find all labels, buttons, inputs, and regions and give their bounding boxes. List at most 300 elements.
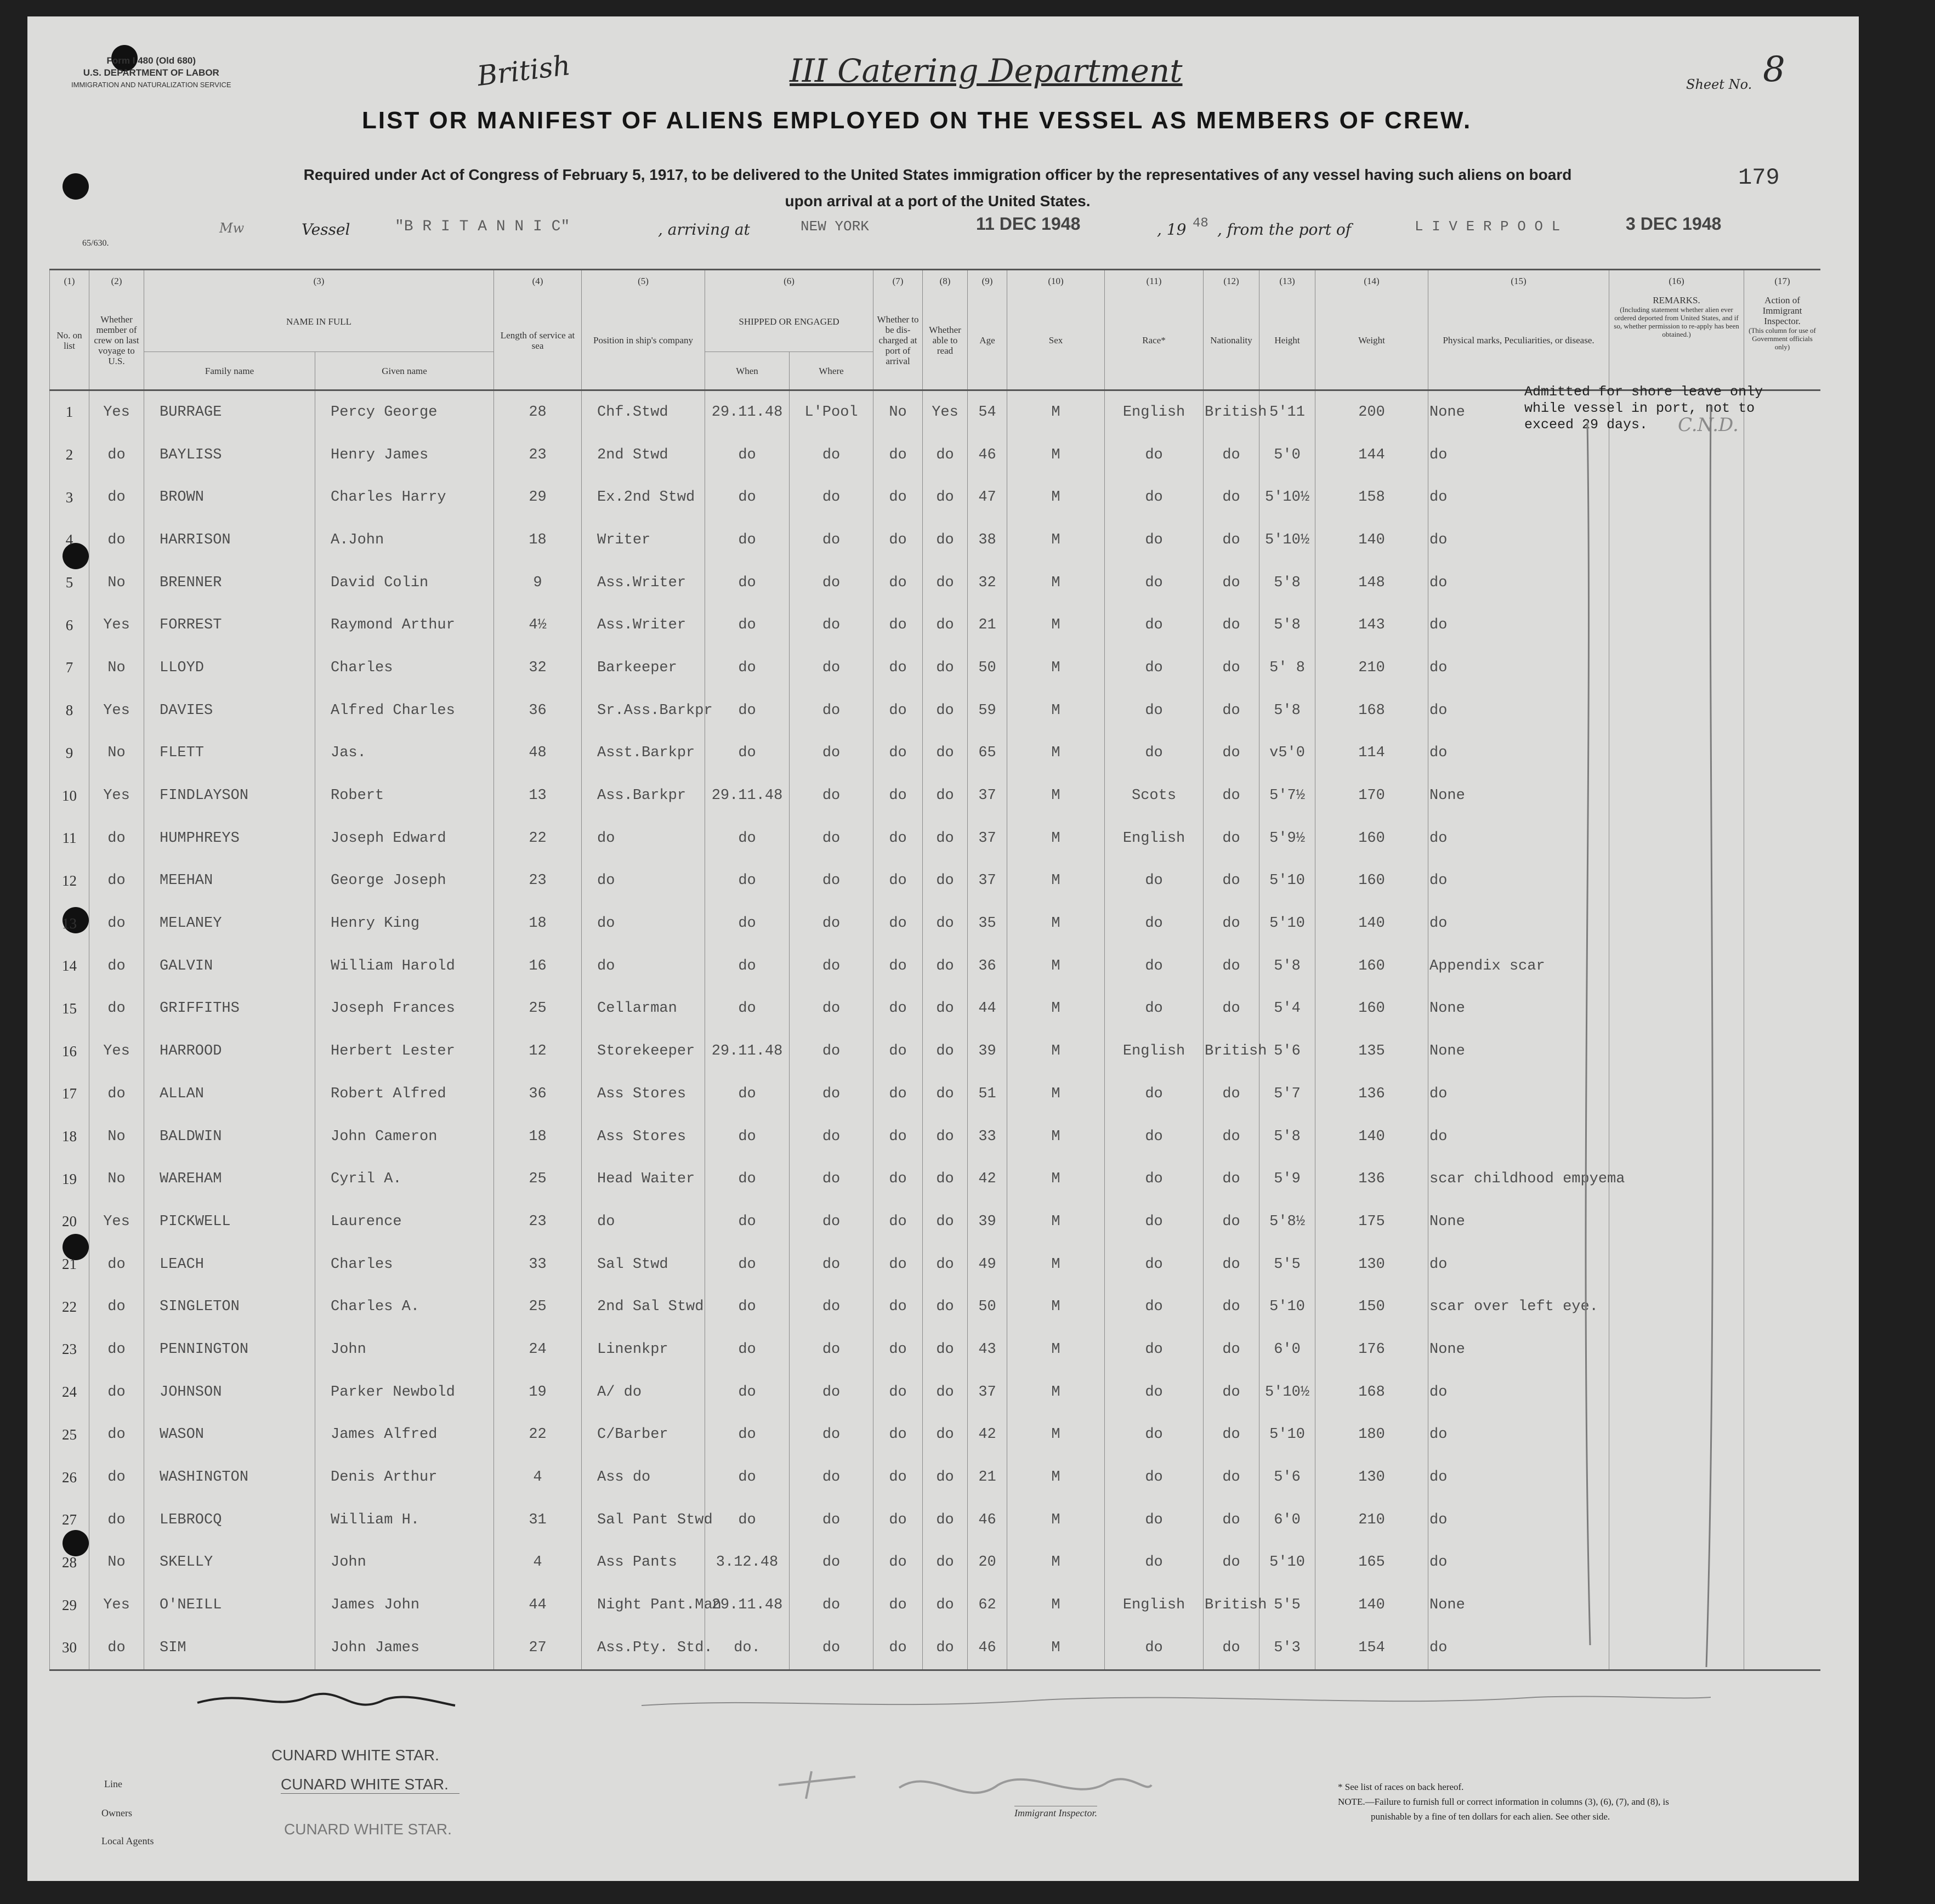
line-label: Line [104,1778,122,1789]
col-num-3: (3) [144,270,494,292]
cell-race: English [1105,390,1204,434]
cell-age: 21 [968,604,1007,647]
cell-age: 54 [968,390,1007,434]
cell-len: 18 [494,519,582,562]
cell-len: 4½ [494,604,582,647]
cell-race: English [1105,1584,1204,1627]
cell-where: do [790,817,873,860]
cell-pos: Sal Stwd [582,1243,705,1286]
cell-family: MELANEY [144,902,315,945]
cell-n: 25 [50,1414,89,1457]
cell-prev: Yes [89,390,144,434]
cell-given: James John [315,1584,494,1627]
cell-ht: 5'8 [1259,1115,1315,1158]
cell-family: FORREST [144,604,315,647]
manifest-title: LIST OR MANIFEST OF ALIENS EMPLOYED ON THE VESSEL AS MEMBERS OF CREW. [362,107,1472,134]
cell-dis: do [873,476,923,519]
cell-family: ALLAN [144,1073,315,1115]
cell-read: do [923,1542,968,1584]
cell-pos: 2nd Stwd [582,434,705,477]
cell-phys: do [1428,1414,1609,1457]
cell-wt: 170 [1315,774,1428,817]
cell-prev: do [89,817,144,860]
cell-ht: v5'0 [1259,732,1315,775]
cell-wt: 130 [1315,1243,1428,1286]
cell-n: 6 [50,604,89,647]
cell-age: 37 [968,1371,1007,1414]
cell-age: 33 [968,1115,1007,1158]
col-num-8: (8) [923,270,968,292]
cell-nat: do [1204,817,1259,860]
cell-wt: 160 [1315,988,1428,1030]
cell-ht: 5'8½ [1259,1200,1315,1243]
cell-wt: 175 [1315,1200,1428,1243]
header-age: Age [968,292,1007,390]
cell-race: do [1105,860,1204,903]
cell-sex: M [1007,1328,1105,1371]
cell-len: 29 [494,476,582,519]
cell-pos: Ass do [582,1456,705,1499]
sheet-label: Sheet No. [1686,77,1752,92]
form-service: IMMIGRATION AND NATURALIZATION SERVICE [71,81,231,89]
cell-prev: Yes [89,1584,144,1627]
cell-wt: 200 [1315,390,1428,434]
cell-where: do [790,902,873,945]
cell-sex: M [1007,1030,1105,1073]
cell-when: 29.11.48 [705,390,790,434]
cell-age: 42 [968,1414,1007,1457]
cell-dis: do [873,860,923,903]
footnote-penalty-2: punishable by a fine of ten dollars for each alien. See other side. [1371,1811,1610,1822]
cell-race: do [1105,1285,1204,1328]
cell-family: PENNINGTON [144,1328,315,1371]
cell-sex: M [1007,562,1105,604]
cell-dis: do [873,1200,923,1243]
page-number: 179 [1738,165,1780,191]
inspector-label: Immigrant Inspector. [1014,1806,1097,1819]
cell-dis: do [873,1115,923,1158]
col-num-2: (2) [89,270,144,292]
cell-pos: Storekeeper [582,1030,705,1073]
header-whether-member: Whether member of crew on last voyage to U.S. [89,292,144,390]
cell-age: 46 [968,434,1007,477]
cell-dis: do [873,988,923,1030]
year-value: 48 [1193,216,1208,231]
cell-given: Cyril A. [315,1158,494,1200]
cell-nat: do [1204,860,1259,903]
cell-age: 59 [968,689,1007,732]
cell-wt: 160 [1315,860,1428,903]
cell-n: 13 [50,902,89,945]
cell-when: do [705,817,790,860]
cell-when: do [705,1115,790,1158]
cell-phys: None [1428,1200,1609,1243]
header-shipped: SHIPPED OR ENGAGED [705,292,873,352]
cell-len: 18 [494,902,582,945]
cell-race: do [1105,945,1204,988]
cell-wt: 143 [1315,604,1428,647]
cell-family: FLETT [144,732,315,775]
cell-family: DAVIES [144,689,315,732]
cell-pos: Chf.Stwd [582,390,705,434]
cell-pos: Ex.2nd Stwd [582,476,705,519]
cell-family: PICKWELL [144,1200,315,1243]
cell-where: do [790,1243,873,1286]
footnote [1338,1780,1831,1824]
cell-wt: 114 [1315,732,1428,775]
departure-port: L I V E R P O O L [1415,218,1561,235]
cell-where: do [790,689,873,732]
cell-phys: do [1428,1115,1609,1158]
cell-age: 39 [968,1200,1007,1243]
cell-pos: Linenkpr [582,1328,705,1371]
cell-phys: None [1428,390,1609,434]
cell-ht: 5'10½ [1259,519,1315,562]
cell-prev: do [89,1243,144,1286]
cell-age: 32 [968,562,1007,604]
header-when: When [705,352,790,390]
cell-prev: do [89,1414,144,1457]
cell-len: 13 [494,774,582,817]
header-height: Height [1259,292,1315,390]
cell-phys: None [1428,774,1609,817]
cell-pos: Ass Stores [582,1115,705,1158]
cell-given: Charles [315,1243,494,1286]
cell-prev: Yes [89,1030,144,1073]
cell-when: do [705,689,790,732]
british-annotation: British [475,49,572,93]
cell-when: do [705,519,790,562]
cell-ht: 5' 8 [1259,647,1315,689]
cell-dis: do [873,1627,923,1670]
cell-wt: 158 [1315,476,1428,519]
cell-dis: do [873,1073,923,1115]
cell-where: do [790,1030,873,1073]
cell-phys: None [1428,1328,1609,1371]
cell-dis: do [873,1243,923,1286]
cell-phys: do [1428,1371,1609,1414]
cell-prev: do [89,1456,144,1499]
cell-read: do [923,1285,968,1328]
cell-ht: 5'10 [1259,1285,1315,1328]
cell-dis: do [873,562,923,604]
cell-given: John [315,1328,494,1371]
cell-len: 36 [494,1073,582,1115]
cell-dis: do [873,434,923,477]
cell-ht: 5'10 [1259,1542,1315,1584]
cell-given: John [315,1542,494,1584]
cell-sex: M [1007,1115,1105,1158]
cell-age: 50 [968,647,1007,689]
cell-sex: M [1007,476,1105,519]
header-nationality: Nationality [1204,292,1259,390]
cell-read: do [923,860,968,903]
col-num-1: (1) [50,270,89,292]
cell-when: do [705,1499,790,1542]
cell-when: do [705,562,790,604]
cell-family: BURRAGE [144,390,315,434]
vessel-label: Vessel [302,220,350,239]
cell-age: 37 [968,774,1007,817]
header-discharged: Whether to be dis-charged at port of arrival [873,292,923,390]
cell-phys: do [1428,689,1609,732]
cell-nat: do [1204,604,1259,647]
cell-when: do [705,1200,790,1243]
cell-where: do [790,1158,873,1200]
cell-ht: 5'10 [1259,902,1315,945]
cell-dis: do [873,647,923,689]
col-num-9: (9) [968,270,1007,292]
cell-age: 42 [968,1158,1007,1200]
cell-sex: M [1007,1158,1105,1200]
cell-prev: No [89,732,144,775]
cell-family: JOHNSON [144,1371,315,1414]
cell-len: 22 [494,1414,582,1457]
action-note: (This column for use of Government officials only) [1749,326,1816,351]
cell-given: A.John [315,519,494,562]
action-pencil-line [1706,406,1712,1667]
cell-n: 19 [50,1158,89,1200]
sheet-number: 8 [1763,49,1785,90]
cell-n: 9 [50,732,89,775]
cell-n: 27 [50,1499,89,1542]
subtitle-line-1: Required under Act of Congress of February 5, 1917, to be delivered to the United States immigration officer by the representatives of any vessel having such aliens on board [303,166,1572,183]
cell-wt: 176 [1315,1328,1428,1371]
cell-sex: M [1007,1584,1105,1627]
cell-len: 24 [494,1328,582,1371]
cell-given: John Cameron [315,1115,494,1158]
cell-phys: do [1428,860,1609,903]
cell-read: do [923,732,968,775]
cell-phys: Appendix scar [1428,945,1609,988]
cell-n: 20 [50,1200,89,1243]
cell-family: WAREHAM [144,1158,315,1200]
cell-sex: M [1007,1456,1105,1499]
cell-sex: M [1007,689,1105,732]
cell-ht: 6'0 [1259,1328,1315,1371]
cell-wt: 168 [1315,1371,1428,1414]
cell-phys: do [1428,434,1609,477]
cell-sex: M [1007,519,1105,562]
header-name-in-full: NAME IN FULL [144,292,494,352]
cell-len: 19 [494,1371,582,1414]
cell-len: 9 [494,562,582,604]
cell-n: 10 [50,774,89,817]
header-no-on-list: No. on list [50,292,89,390]
cell-pos: C/Barber [582,1414,705,1457]
cell-read: do [923,434,968,477]
header-position: Position in ship's company [582,292,705,390]
cell-prev: No [89,1542,144,1584]
col-num-13: (13) [1259,270,1315,292]
cell-when: do [705,434,790,477]
cell-prev: do [89,902,144,945]
cell-race: do [1105,1499,1204,1542]
cell-n: 26 [50,1456,89,1499]
cell-dis: do [873,1158,923,1200]
cell-wt: 160 [1315,945,1428,988]
remark-line-2: while vessel in port, not to [1524,400,1755,416]
cell-age: 36 [968,945,1007,988]
cell-n: 12 [50,860,89,903]
year-prefix: , 19 [1157,220,1187,239]
cell-pos: Night Pant.Man [582,1584,705,1627]
cell-pos: do [582,817,705,860]
cell-where: do [790,1115,873,1158]
cell-age: 51 [968,1073,1007,1115]
cell-dis: do [873,1414,923,1457]
form-code: 65/630. [82,239,109,248]
company-stamp: CUNARD WHITE STAR. [271,1747,439,1764]
cell-when: do [705,860,790,903]
cell-read: do [923,689,968,732]
cell-len: 36 [494,689,582,732]
cell-race: do [1105,902,1204,945]
cell-age: 47 [968,476,1007,519]
cell-where: do [790,434,873,477]
cell-prev: do [89,1371,144,1414]
cell-dis: do [873,1584,923,1627]
cell-wt: 144 [1315,434,1428,477]
cell-nat: British [1204,1584,1259,1627]
cell-nat: do [1204,519,1259,562]
header-able-to-read: Whether able to read [923,292,968,390]
cell-wt: 180 [1315,1414,1428,1457]
cell-prev: Yes [89,1200,144,1243]
header-race: Race* [1105,292,1204,390]
cell-family: SKELLY [144,1542,315,1584]
cell-pos: Ass.Barkpr [582,774,705,817]
cell-where: do [790,1542,873,1584]
cell-given: Parker Newbold [315,1371,494,1414]
cell-dis: do [873,604,923,647]
cell-dis: do [873,1328,923,1371]
cell-phys: do [1428,817,1609,860]
cell-when: do [705,1328,790,1371]
cell-when: do [705,902,790,945]
cell-len: 4 [494,1456,582,1499]
cell-where: do [790,732,873,775]
header-weight: Weight [1315,292,1428,390]
cell-when: do [705,604,790,647]
cell-len: 32 [494,647,582,689]
cell-where: do [790,1328,873,1371]
cell-n: 17 [50,1073,89,1115]
cell-family: GALVIN [144,945,315,988]
cell-when: do [705,988,790,1030]
cell-ht: 5'0 [1259,434,1315,477]
cell-when: do [705,945,790,988]
cell-when: 29.11.48 [705,1030,790,1073]
cell-nat: do [1204,1115,1259,1158]
inspector-signature [779,1771,1151,1799]
cell-nat: do [1204,1243,1259,1286]
cell-family: BRENNER [144,562,315,604]
cell-read: do [923,1584,968,1627]
agents-label: Local Agents [101,1835,154,1846]
cell-phys: do [1428,902,1609,945]
cell-len: 27 [494,1627,582,1670]
cell-given: Robert [315,774,494,817]
from-port-label: , from the port of [1217,220,1352,239]
remark-line-3: exceed 29 days. [1524,417,1648,433]
col-num-11: (11) [1105,270,1204,292]
cell-dis: do [873,732,923,775]
cell-given: William H. [315,1499,494,1542]
cell-sex: M [1007,732,1105,775]
remark-initials: C.N.D. [1678,414,1739,436]
cell-len: 22 [494,817,582,860]
header-given-name: Given name [315,352,494,390]
col-num-4: (4) [494,270,582,292]
cell-ht: 5'8 [1259,604,1315,647]
cell-dis: do [873,817,923,860]
cell-pos: do [582,1200,705,1243]
cell-n: 14 [50,945,89,988]
cell-age: 20 [968,1542,1007,1584]
cell-dis: do [873,1499,923,1542]
cell-nat: do [1204,1073,1259,1115]
cell-ht: 5'11 [1259,390,1315,434]
cell-ht: 5'9½ [1259,817,1315,860]
cell-read: do [923,1158,968,1200]
cell-when: do [705,1158,790,1200]
remark-line-1: Admitted for shore leave only [1524,384,1763,400]
cell-race: do [1105,1328,1204,1371]
cell-n: 22 [50,1285,89,1328]
cell-wt: 165 [1315,1542,1428,1584]
cell-len: 23 [494,860,582,903]
cell-nat: do [1204,1328,1259,1371]
cell-len: 16 [494,945,582,988]
cell-where: do [790,945,873,988]
cell-phys: do [1428,476,1609,519]
cell-given: John James [315,1627,494,1670]
cell-family: SINGLETON [144,1285,315,1328]
remarks-note: (Including statement whether alien ever ordered deported from United States, and if so, whether permission to re-apply has been obtained.) [1614,305,1739,338]
cell-read: do [923,604,968,647]
cell-family: WASON [144,1414,315,1457]
cell-race: do [1105,647,1204,689]
cell-pos: Ass Stores [582,1073,705,1115]
cell-ht: 5'5 [1259,1243,1315,1286]
cell-ht: 5'10 [1259,860,1315,903]
departure-date-stamp: 3 DEC 1948 [1626,214,1722,234]
cell-wt: 135 [1315,1030,1428,1073]
cell-n: 23 [50,1328,89,1371]
cell-wt: 140 [1315,1115,1428,1158]
cell-when: do [705,1371,790,1414]
cell-phys: do [1428,647,1609,689]
cell-nat: do [1204,1542,1259,1584]
cell-wt: 150 [1315,1285,1428,1328]
cell-dis: do [873,774,923,817]
cell-phys: do [1428,604,1609,647]
cell-read: do [923,1073,968,1115]
cell-read: do [923,1243,968,1286]
cell-read: do [923,1499,968,1542]
cell-wt: 160 [1315,817,1428,860]
cell-given: Robert Alfred [315,1073,494,1115]
cell-sex: M [1007,988,1105,1030]
cell-read: do [923,562,968,604]
cell-given: Raymond Arthur [315,604,494,647]
cell-n: 28 [50,1542,89,1584]
cell-wt: 154 [1315,1627,1428,1670]
cell-pos: Ass.Writer [582,562,705,604]
cell-n: 24 [50,1371,89,1414]
cell-sex: M [1007,945,1105,988]
